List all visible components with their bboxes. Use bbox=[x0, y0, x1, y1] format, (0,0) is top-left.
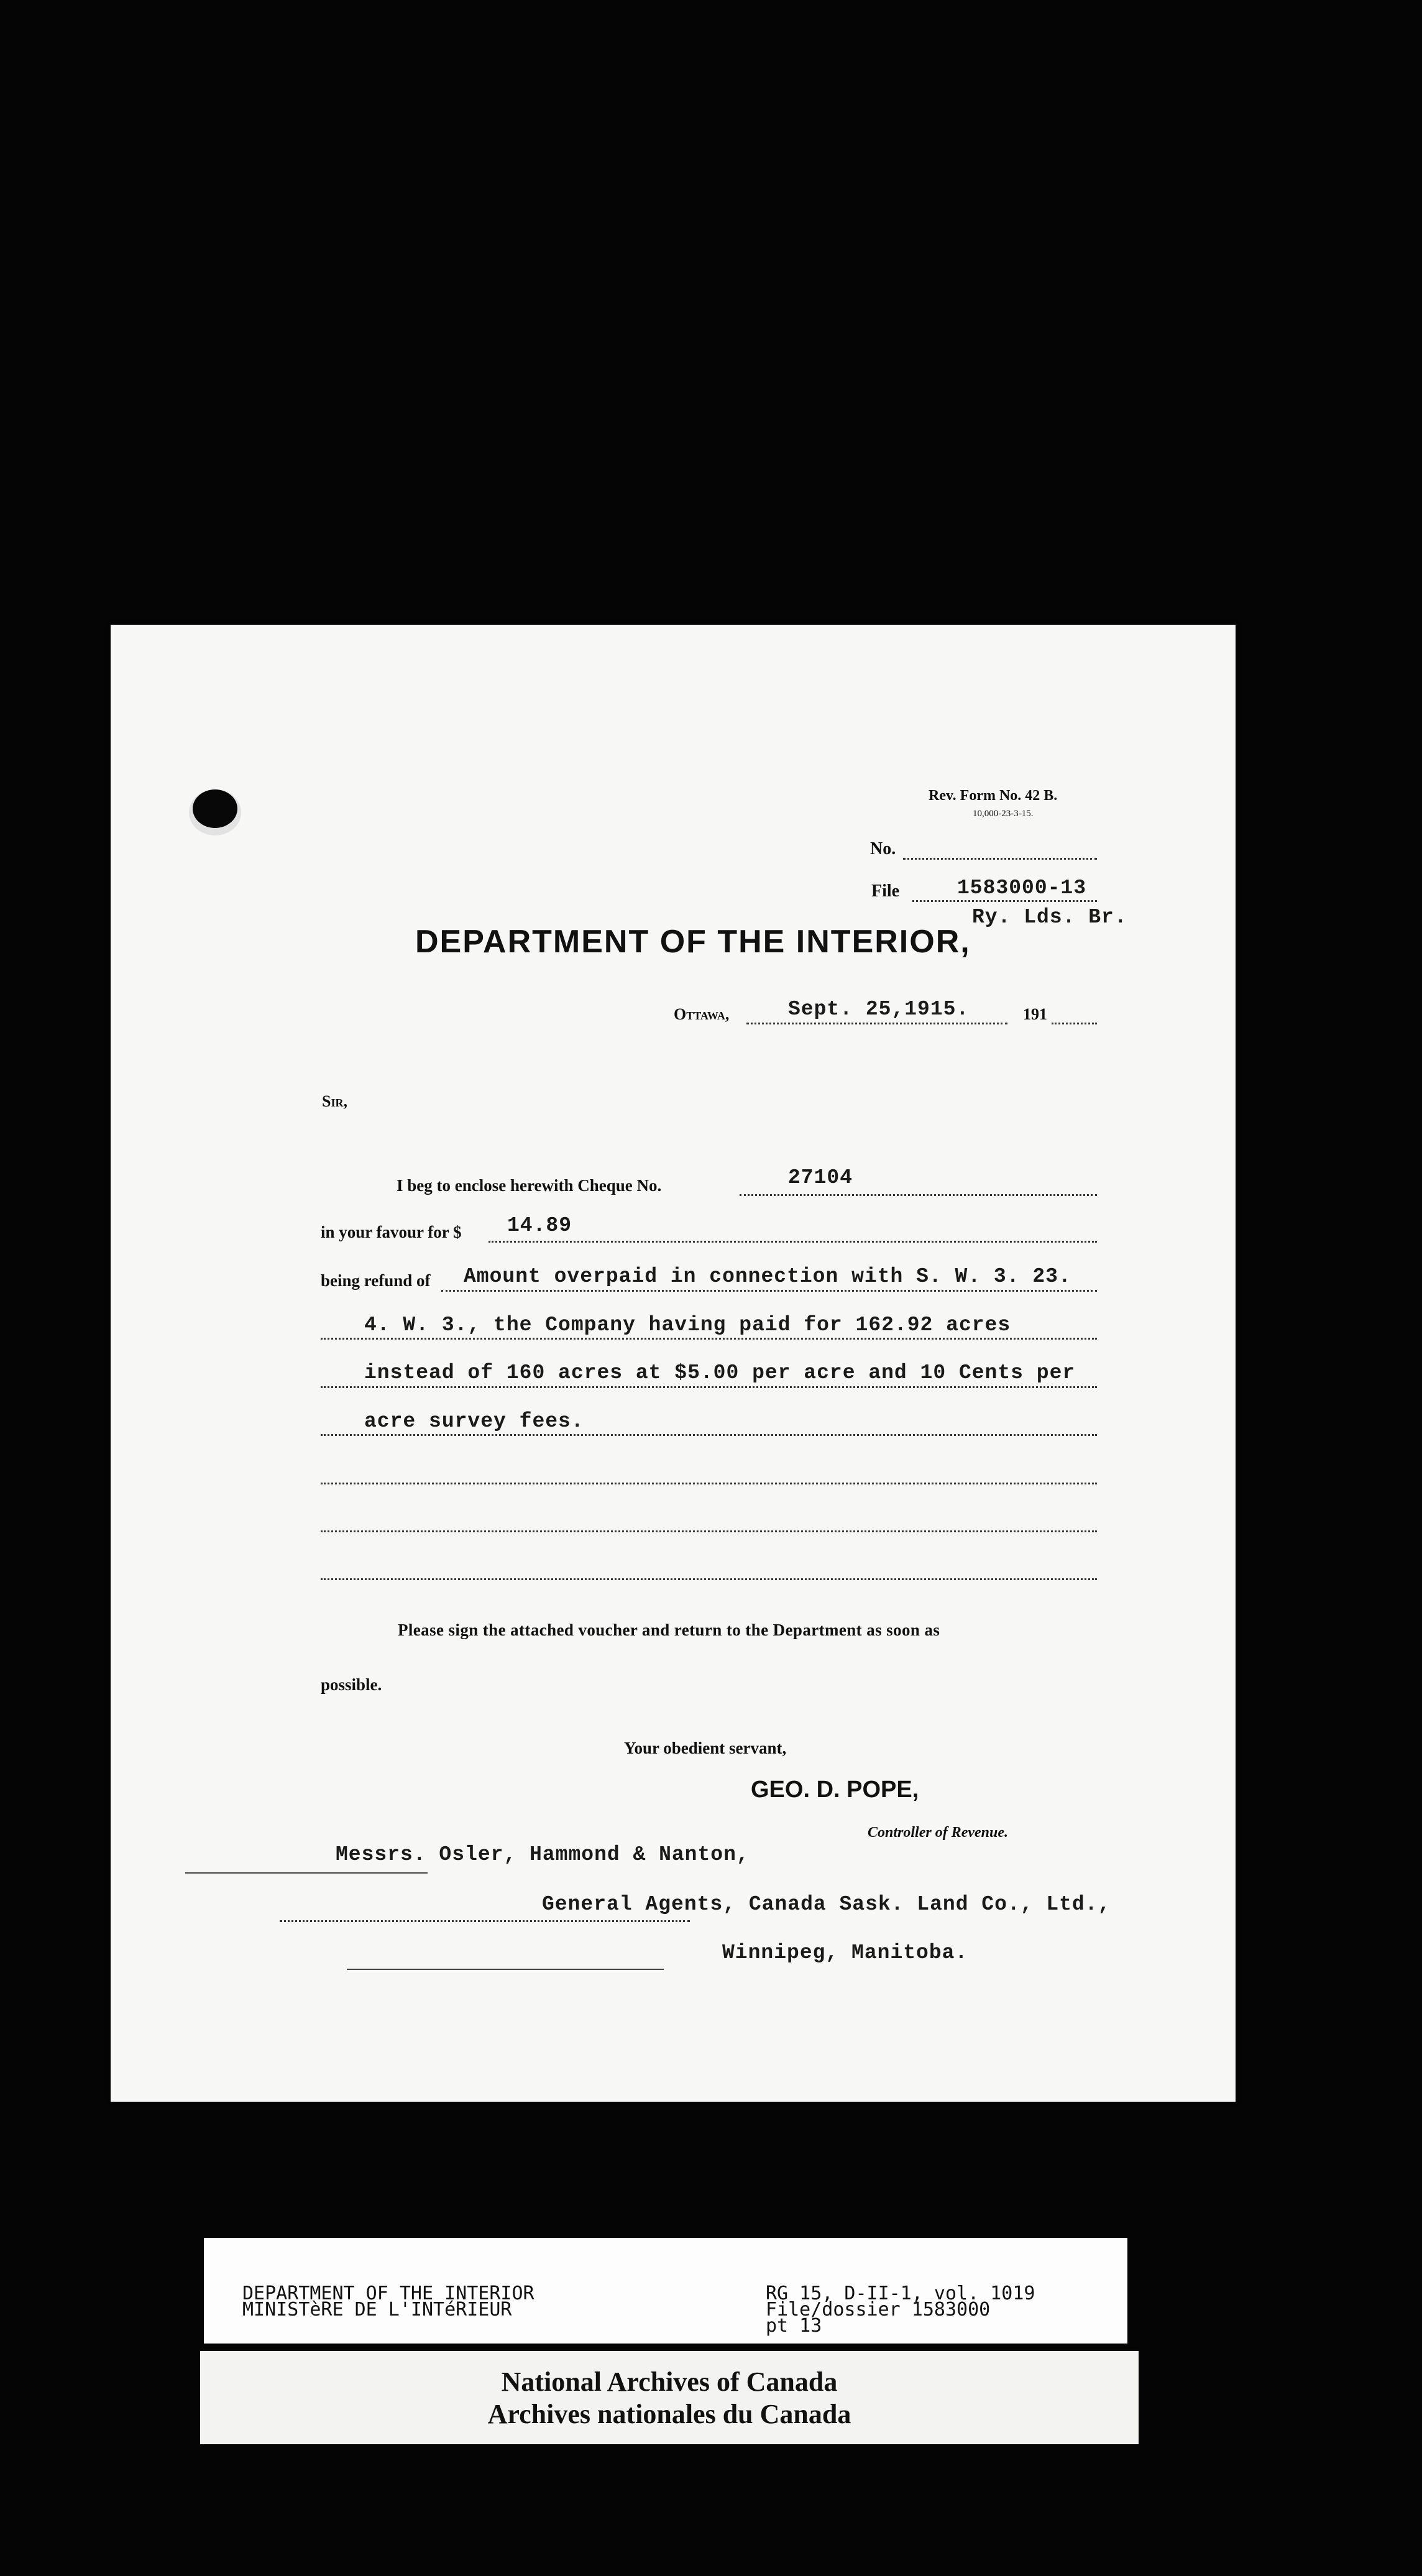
addressee-line-1: Messrs. Osler, Hammond & Nanton, bbox=[336, 1843, 750, 1866]
year-prefix: 191 bbox=[1023, 1005, 1047, 1023]
refund-field-line-1 bbox=[441, 1290, 1097, 1292]
cheque-field-line bbox=[740, 1194, 1097, 1196]
addressee-rule-1 bbox=[185, 1872, 428, 1874]
salutation: Sir, bbox=[322, 1092, 347, 1110]
favour-line-text: in your favour for $ bbox=[321, 1223, 462, 1241]
amount-field-line bbox=[489, 1241, 1097, 1243]
addressee-line-3: Winnipeg, Manitoba. bbox=[722, 1941, 968, 1964]
punch-hole bbox=[193, 789, 237, 828]
department-title: DEPARTMENT OF THE INTERIOR, bbox=[415, 924, 971, 960]
blank-line-1 bbox=[321, 1483, 1097, 1484]
archive-rg-reference: RG 15, D-II-1, vol. 1019 bbox=[766, 2283, 1035, 2304]
form-print-code: 10,000-23-3-15. bbox=[973, 809, 1034, 819]
no-label: No. bbox=[870, 839, 896, 858]
file-field-line bbox=[912, 900, 1097, 902]
addressee-line-2: General Agents, Canada Sask. Land Co., Ltd., bbox=[542, 1893, 1111, 1916]
archives-name-fr: Archives nationales du Canada bbox=[487, 2399, 851, 2429]
refund-field-line-3 bbox=[321, 1386, 1097, 1388]
refund-line-2: 4. W. 3., the Company having paid for 162.92 acres bbox=[364, 1313, 1011, 1336]
refund-field-line-2 bbox=[321, 1338, 1097, 1340]
addressee-rule-3 bbox=[347, 1969, 664, 1970]
refund-line-3: instead of 160 acres at $5.00 per acre and 10 Cents per bbox=[364, 1361, 1076, 1384]
archive-dept-fr: MINISTèRE DE L'INTéRIEUR bbox=[242, 2299, 512, 2321]
file-number: 1583000-13 bbox=[957, 876, 1087, 899]
file-label: File bbox=[871, 881, 900, 901]
national-archives-banner bbox=[200, 2351, 1139, 2444]
refund-line-4: acre survey fees. bbox=[364, 1410, 584, 1433]
archive-file-reference: File/dossier 1583000 bbox=[766, 2299, 991, 2321]
signatory-name: GEO. D. POPE, bbox=[751, 1777, 919, 1803]
archives-name-en: National Archives of Canada bbox=[501, 2367, 838, 2397]
valediction: Your obedient servant, bbox=[624, 1739, 787, 1757]
form-number: Rev. Form No. 42 B. bbox=[929, 788, 1058, 804]
cheque-number: 27104 bbox=[788, 1166, 853, 1189]
file-branch: Ry. Lds. Br. bbox=[972, 906, 1127, 929]
archive-reference-label bbox=[204, 2238, 1127, 2344]
archive-part-reference: pt 13 bbox=[766, 2315, 822, 2337]
closing-line-2: possible. bbox=[321, 1675, 382, 1694]
blank-line-2 bbox=[321, 1530, 1097, 1532]
refund-field-line-4 bbox=[321, 1434, 1097, 1436]
date-field-line bbox=[746, 1023, 1007, 1024]
letter-date: Sept. 25,1915. bbox=[788, 998, 970, 1021]
addressee-rule-2 bbox=[280, 1920, 690, 1922]
cheque-line-text: I beg to enclose herewith Cheque No. bbox=[397, 1176, 662, 1195]
signatory-title: Controller of Revenue. bbox=[868, 1824, 1008, 1841]
refund-amount: 14.89 bbox=[507, 1214, 572, 1237]
archive-dept-en: DEPARTMENT OF THE INTERIOR bbox=[242, 2283, 534, 2304]
year-field-line bbox=[1052, 1023, 1097, 1024]
place-label: Ottawa, bbox=[674, 1005, 730, 1023]
blank-line-3 bbox=[321, 1578, 1097, 1580]
refund-label: being refund of bbox=[321, 1271, 431, 1290]
refund-line-1: Amount overpaid in connection with S. W. 3. 23. bbox=[464, 1265, 1071, 1288]
closing-line-1: Please sign the attached voucher and return to the Department as soon as bbox=[398, 1621, 940, 1639]
letter-page bbox=[111, 625, 1236, 2102]
no-field-line bbox=[903, 858, 1097, 860]
